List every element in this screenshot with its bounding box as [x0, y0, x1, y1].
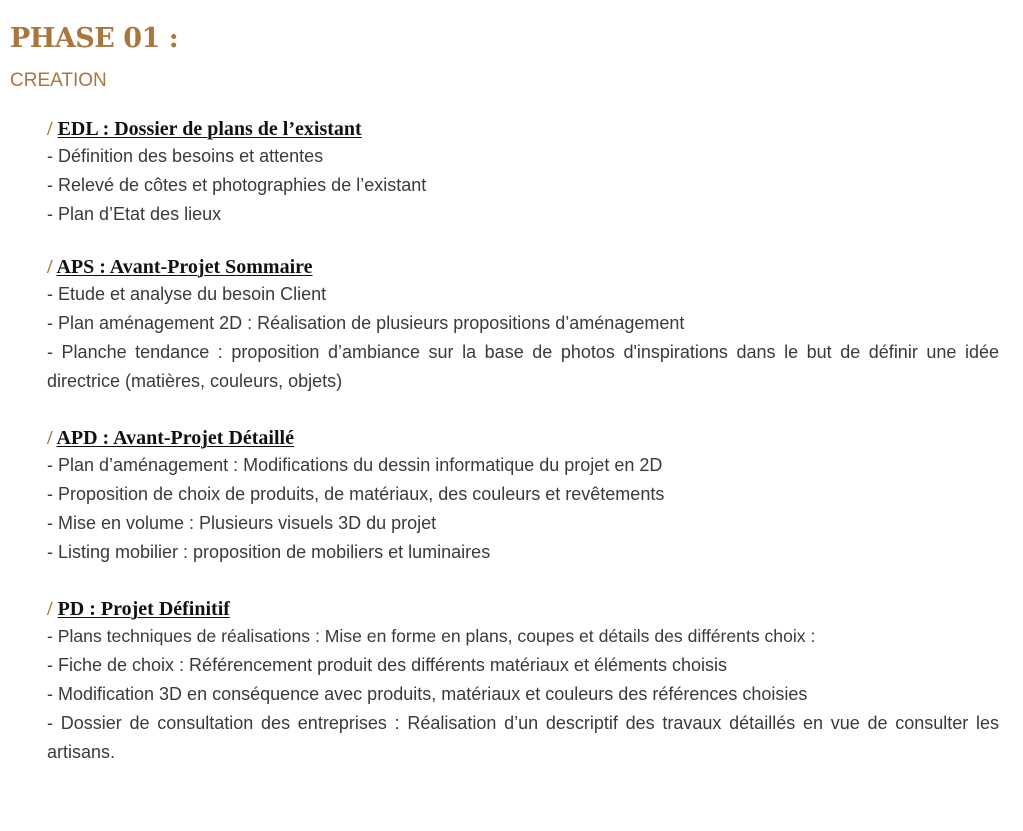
section-list — [47, 142, 999, 229]
list-item: - Modification 3D en conséquence avec produits, matériaux et couleurs des références choisies — [47, 684, 808, 704]
section-list — [47, 622, 999, 767]
list-item: - Plans techniques de réalisations : Mise en forme en plans, coupes et détails des différents choix : — [47, 626, 816, 646]
list-item: - Etude et analyse du besoin Client — [47, 284, 327, 304]
list-item: - Plan d’Etat des lieux — [47, 204, 222, 224]
section-heading — [47, 596, 999, 622]
list-item: - Planche tendance : proposition d’ambiance sur la base de photos d'inspirations dans le but de définir une idée directrice (matières, couleurs, objets) — [47, 342, 999, 391]
section-heading — [47, 254, 999, 280]
list-item: - Mise en volume : Plusieurs visuels 3D du projet — [47, 513, 437, 533]
section-apd — [47, 425, 999, 567]
section-list — [47, 451, 999, 567]
list-item: - Fiche de choix : Référencement produit des différents matériaux et éléments choisis — [47, 655, 728, 675]
section-edl — [47, 116, 999, 229]
slash-marker: / — [47, 598, 58, 620]
list-item: - Plan d’aménagement : Modifications du dessin informatique du projet en 2D — [47, 455, 663, 475]
phase-subtitle: CREATION — [10, 70, 107, 91]
phase-title: PHASE 01 : — [10, 23, 179, 54]
slash-marker: / — [47, 256, 57, 278]
section-pd — [47, 596, 999, 767]
section-aps — [47, 254, 999, 396]
list-item: - Plan aménagement 2D : Réalisation de plusieurs propositions d’aménagement — [47, 313, 685, 333]
list-item: - Dossier de consultation des entreprises : Réalisation d’un descriptif des travaux détaillés en vue de consulter les artisans. — [47, 713, 999, 762]
section-heading — [47, 425, 999, 451]
list-item: - Définition des besoins et attentes — [47, 146, 324, 166]
slash-marker: / — [47, 427, 57, 449]
section-heading-text: EDL : Dossier de plans de l’existant — [57, 118, 362, 140]
section-heading — [47, 116, 999, 142]
section-list — [47, 280, 999, 396]
section-heading-text: PD : Projet Définitif — [57, 598, 230, 620]
list-item: - Listing mobilier : proposition de mobiliers et luminaires — [47, 542, 491, 562]
list-item: - Proposition de choix de produits, de matériaux, des couleurs et revêtements — [47, 484, 665, 504]
section-heading-text: APD : Avant-Projet Détaillé — [56, 427, 294, 449]
list-item: - Relevé de côtes et photographies de l’existant — [47, 175, 427, 195]
slash-marker: / — [47, 118, 58, 140]
section-heading-text: APS : Avant-Projet Sommaire — [56, 256, 313, 278]
